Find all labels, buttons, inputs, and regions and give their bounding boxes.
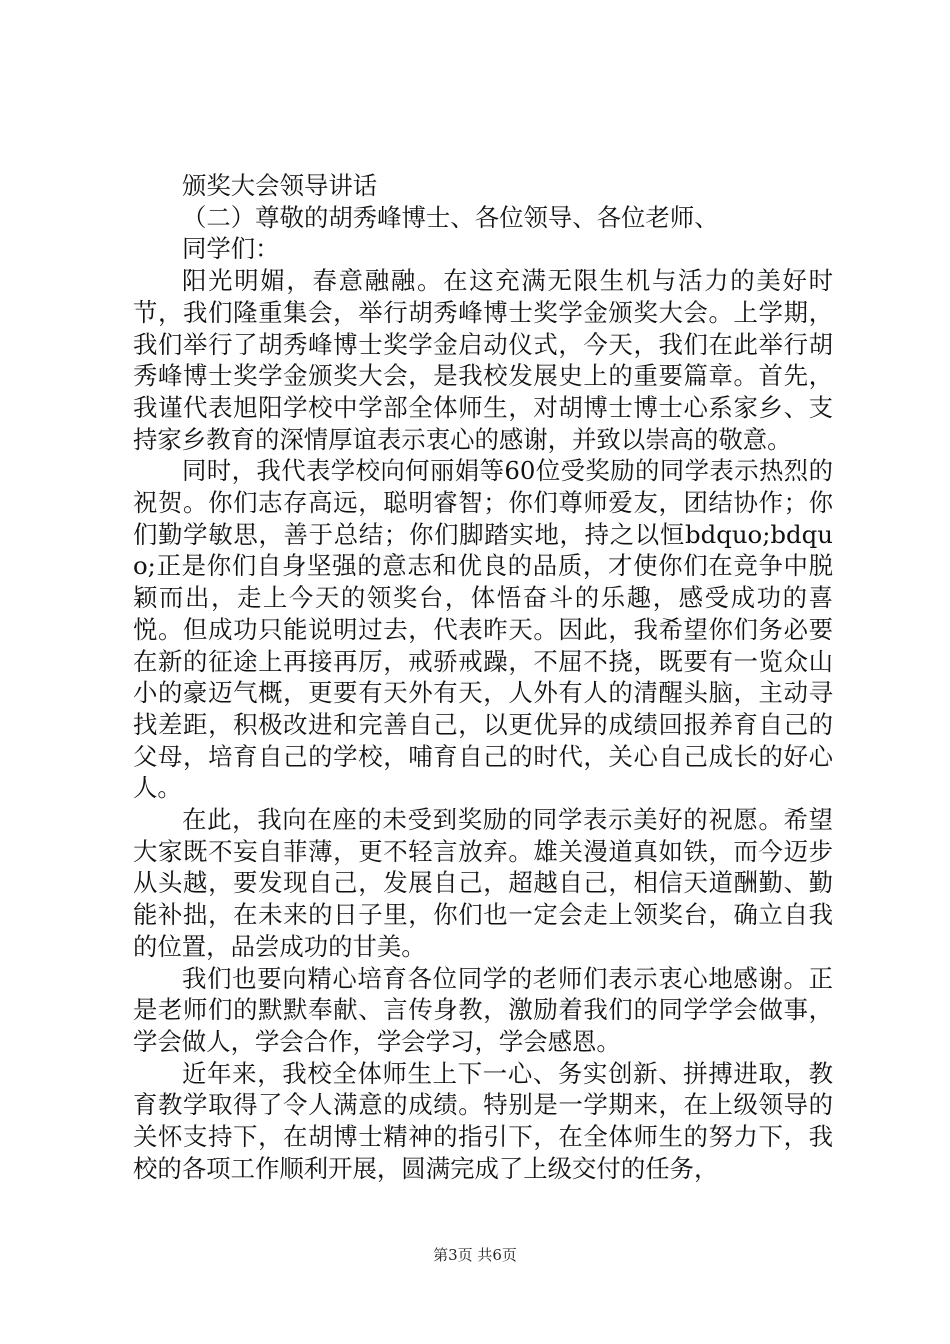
paragraph-thanks-teachers: 我们也要向精心培育各位同学的老师们表示衷心地感谢。正是老师们的默默奉献、言传身教，激励着我们的同学学会做事，学会做人，学会合作，学会学习，学会感恩。 <box>133 963 833 1056</box>
salutation-line: （二）尊敬的胡秀峰博士、各位领导、各位老师、 <box>182 202 719 232</box>
paragraph-encouragement: 在此，我向在座的未受到奖励的同学表示美好的祝愿。希望大家既不妄自菲薄，更不轻言放弃。雄关漫道真如铁，而今迈步从头越，要发现自己，发展自己，超越自己，相信天道酬勤、勤能补拙，在未来的日子里，你们也一定会走上领奖台，确立自我的位置，品尝成功的甘美。 <box>133 805 833 961</box>
page-number-footer: 第3页 共6页 <box>433 1246 517 1264</box>
paragraph-achievements: 近年来，我校全体师生上下一心、务实创新、拼搏进取，教育教学取得了令人满意的成绩。特别是一学期来，在上级领导的关怀支持下，在胡博士精神的指引下，在全体师生的努力下，我校的各项工作顺利开展，圆满完成了上级交付的任务， <box>133 1058 833 1183</box>
document-body <box>133 170 833 1185</box>
paragraph-congratulations: 同时，我代表学校向何丽娟等60位受奖励的同学表示热烈的祝贺。你们志存高远，聪明睿智；你们尊师爱友，团结协作；你们勤学敏思，善于总结；你们脚踏实地，持之以恒bdquo;bdquo;正是你们自身坚强的意志和优良的品质，才使你们在竞争中脱颖而出，走上今天的领奖台，体悟奋斗的乐趣，感受成功的喜悦。但成功只能说明过去，代表昨天。因此，我希望你们务必要在新的征途上再接再厉，戒骄戒躁，不屈不挠，既要有一览众山小的豪迈气概，更要有天外有天，人外有人的清醒头脑，主动寻找差距，积极改进和完善自己，以更优异的成绩回报养育自己的父母，培育自己的学校，哺育自己的时代，关心自己成长的好心人。 <box>133 456 833 803</box>
paragraph-opening: 阳光明媚，春意融融。在这充满无限生机与活力的美好时节，我们隆重集会，举行胡秀峰博士奖学金颁奖大会。上学期，我们举行了胡秀峰博士奖学金启动仪式，今天，我们在此举行胡秀峰博士奖学金颁奖大会，是我校发展史上的重要篇章。首先，我谨代表旭阳学校中学部全体师生，对胡博士博士心系家乡、支持家乡教育的深情厚谊表示衷心的感谢，并致以崇高的敬意。 <box>133 266 833 454</box>
speech-title: 颁奖大会领导讲话 <box>182 171 378 200</box>
salutation-line-continued: 同学们： <box>182 234 280 264</box>
